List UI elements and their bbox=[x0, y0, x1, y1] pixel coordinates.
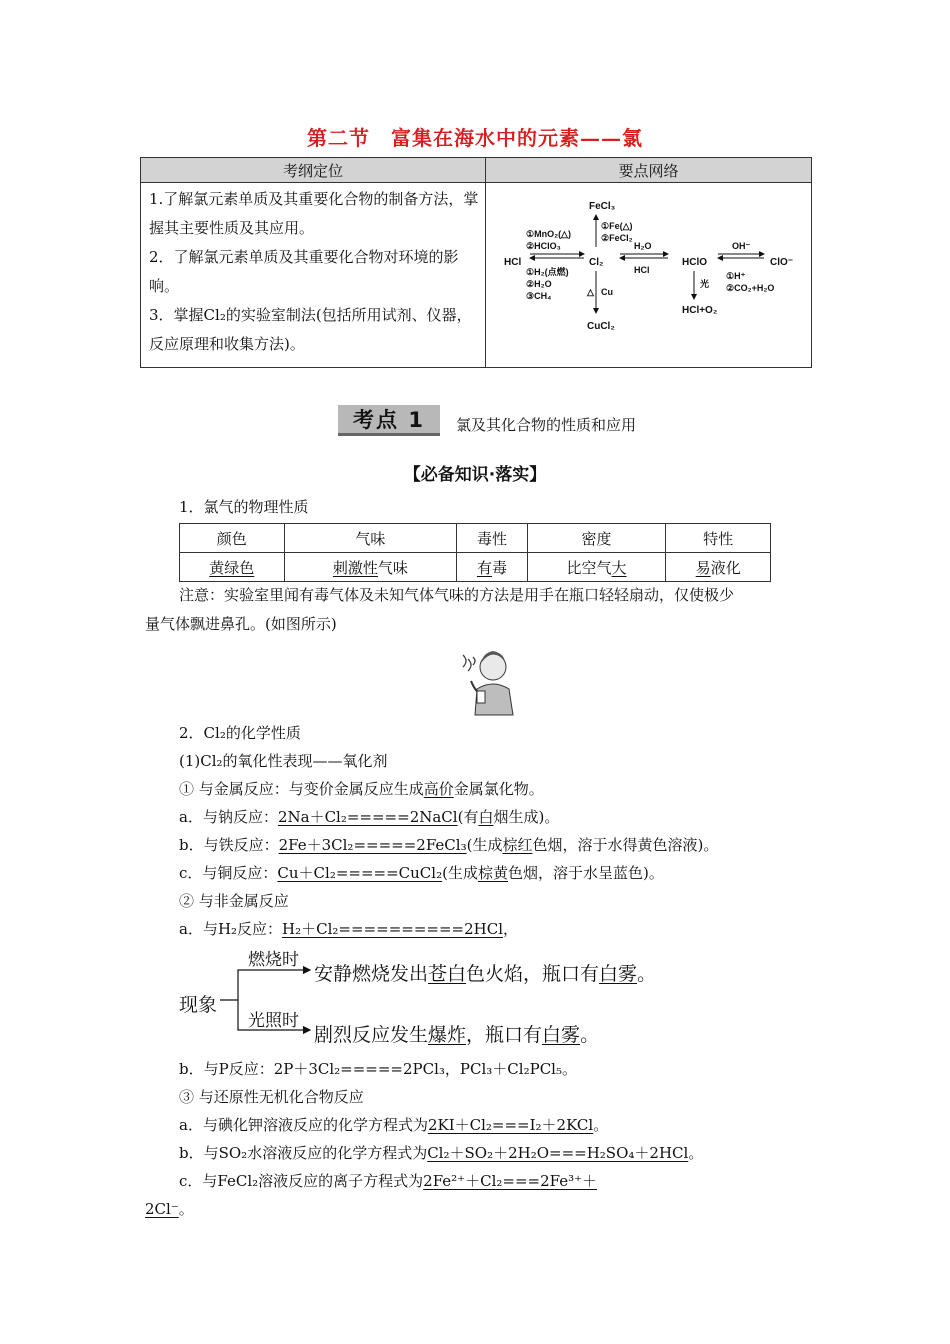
phys-color-cell bbox=[180, 553, 285, 582]
fecl2-reaction-line bbox=[179, 1171, 597, 1191]
iron-reaction-line bbox=[179, 835, 718, 855]
phys-feature-cell bbox=[666, 553, 771, 582]
phys-smell-key: 刺激性 bbox=[332, 558, 378, 577]
cu-cond-left: △ bbox=[587, 287, 594, 297]
so2-label: b．与SO₂水溶液反应的化学方程式为 bbox=[179, 1144, 428, 1162]
kaodian-badge: 考点 1 bbox=[338, 405, 440, 436]
col-objectives-header: 考纲定位 bbox=[141, 158, 486, 183]
reaction-network-diagram bbox=[486, 183, 811, 351]
h2o-cond: H₂O bbox=[634, 241, 652, 251]
fe-paren: (生成 bbox=[466, 836, 503, 854]
phys-feature-key: 易 bbox=[695, 558, 711, 577]
burn-key-1: 苍白 bbox=[428, 963, 467, 985]
hplus-cond-1: ①H⁺ bbox=[726, 271, 746, 281]
na-equation: 2Na＋Cl₂=====2NaCl bbox=[277, 808, 458, 826]
clo-label: ClO⁻ bbox=[770, 257, 794, 268]
section-heading: 【必备知识·落实】 bbox=[403, 465, 547, 485]
cucl2-label: CuCl₂ bbox=[587, 321, 615, 332]
fecl3-label: FeCl₃ bbox=[589, 201, 616, 212]
cu-equation: Cu＋Cl₂=====CuCl₂ bbox=[277, 864, 443, 882]
metal-text-2: 金属氯化物。 bbox=[453, 780, 544, 798]
cu-label: c．与铜反应： bbox=[179, 864, 278, 882]
fe-equation: 2Fe＋3Cl₂=====2FeCl₃ bbox=[278, 836, 467, 854]
fe-label: b．与铁反应： bbox=[179, 836, 279, 854]
down-cond-3: ③CH₄ bbox=[526, 291, 552, 301]
h2-equation: H₂＋Cl₂==========2HCl bbox=[282, 920, 504, 938]
hcl-o2-label: HCl+O₂ bbox=[682, 305, 718, 316]
nonmetal-heading: ② 与非金属反应 bbox=[179, 892, 289, 910]
light-result bbox=[314, 1020, 599, 1047]
s1-heading: 1．氯气的物理性质 bbox=[179, 498, 309, 516]
cu-paren: (生成 bbox=[442, 864, 478, 882]
hcl-cond: HCl bbox=[634, 265, 650, 275]
down-cond-1: ①H₂(点燃) bbox=[526, 267, 569, 277]
kaodian-title: 氯及其化合物的性质和应用 bbox=[456, 416, 637, 434]
fe-cond-2: ②FeCl₂ bbox=[601, 233, 633, 243]
fe-cond-1: ①Fe(△) bbox=[601, 221, 633, 231]
objective-3: 3．掌握Cl₂的实验室制法(包括所用试剂、仪器，反应原理和收集方法)。 bbox=[149, 306, 472, 353]
phys-toxic-cell bbox=[457, 553, 527, 582]
ki-equation: 2KI＋Cl₂===I₂＋2KCl bbox=[427, 1116, 594, 1134]
page-title: 第二节 富集在海水中的元素——氯 bbox=[307, 126, 643, 150]
fe-rest: 色烟，溶于水得黄色溶液)。 bbox=[532, 836, 719, 854]
cu-rest: 色烟，溶于水呈蓝色)。 bbox=[507, 864, 664, 882]
phys-toxic-rest: 毒 bbox=[491, 558, 507, 577]
burn-text-3: 。 bbox=[637, 963, 657, 985]
s2-heading: 2．Cl₂的化学性质 bbox=[179, 724, 301, 742]
copper-reaction-line bbox=[179, 863, 664, 883]
hydrogen-reaction-line bbox=[179, 919, 518, 939]
sodium-reaction-line bbox=[179, 807, 559, 827]
fecl2-reaction-cont bbox=[145, 1199, 194, 1219]
phys-smell-cell bbox=[284, 553, 457, 582]
light-text-1: 剧烈反应发生 bbox=[314, 1024, 429, 1046]
light-text-3: 。 bbox=[580, 1024, 600, 1046]
hcl-label: HCl bbox=[504, 257, 522, 268]
fecl2-equation: 2Fe²⁺＋Cl₂===2Fe³⁺＋ bbox=[423, 1172, 598, 1190]
phys-toxic-key: 有 bbox=[476, 558, 492, 577]
phosphorus-reaction-line: b．与P反应：2P＋3Cl₂=====2PCl₃，PCl₃＋Cl₂PCl₅。 bbox=[179, 1060, 577, 1078]
light-key-2: 白雾 bbox=[542, 1024, 581, 1046]
fecl2-equation-end: 2Cl⁻ bbox=[145, 1200, 179, 1218]
na-label: a．与钠反应： bbox=[179, 808, 278, 826]
h2-comma: ， bbox=[503, 920, 519, 938]
phys-smell-rest: 气味 bbox=[377, 558, 408, 577]
up-cond-1: ①MnO₂(△) bbox=[526, 229, 571, 239]
metal-reaction-line bbox=[179, 779, 544, 799]
fe-key: 棕红 bbox=[502, 836, 533, 854]
cu-key: 棕黄 bbox=[477, 864, 508, 882]
objectives-cell bbox=[141, 183, 486, 368]
hplus-cond-2: ②CO₂+H₂O bbox=[726, 283, 775, 293]
phys-color: 黄绿色 bbox=[209, 558, 255, 577]
cu-cond-right: Cu bbox=[601, 287, 613, 297]
hclo-label: HClO bbox=[682, 257, 707, 268]
physical-properties-table bbox=[179, 523, 771, 582]
metal-key: 高价 bbox=[423, 780, 454, 798]
h2-label: a．与H₂反应： bbox=[179, 920, 283, 938]
phys-density-cell bbox=[527, 553, 666, 582]
up-cond-2: ②HClO₃ bbox=[526, 241, 561, 251]
phenomenon-label: 现象 bbox=[179, 994, 218, 1016]
oh-cond: OH⁻ bbox=[732, 241, 751, 251]
s2-1-heading: (1)Cl₂的氧化性表现——氧化剂 bbox=[179, 752, 388, 770]
light-cond: 光 bbox=[700, 279, 710, 289]
so2-equation: Cl₂＋SO₂＋2H₂O===H₂SO₄＋2HCl bbox=[427, 1144, 689, 1162]
light-text-2: ，瓶口有 bbox=[466, 1024, 543, 1046]
na-paren: (有 bbox=[457, 808, 479, 826]
ki-label: a．与碘化钾溶液反应的化学方程式为 bbox=[179, 1116, 428, 1134]
metal-text-1: ① 与金属反应：与变价金属反应生成 bbox=[179, 780, 424, 798]
burn-text-1: 安静燃烧发出 bbox=[314, 963, 429, 985]
na-key: 白 bbox=[478, 808, 494, 826]
light-key-1: 爆炸 bbox=[428, 1024, 467, 1046]
reducing-heading: ③ 与还原性无机化合物反应 bbox=[179, 1088, 364, 1106]
na-rest: 烟生成)。 bbox=[493, 808, 560, 826]
phys-density-pre: 比空气 bbox=[566, 558, 612, 577]
network-cell bbox=[486, 183, 812, 368]
note-line-1: 注意：实验室里闻有毒气体及未知气体气味的方法是用手在瓶口轻轻扇动，仅使极少 bbox=[179, 586, 735, 604]
phys-header-toxicity: 毒性 bbox=[457, 524, 527, 553]
objective-1: 1.了解氯元素单质及其重要化合物的制备方法，掌握其主要性质及其应用。 bbox=[149, 190, 479, 237]
burn-result bbox=[314, 959, 656, 986]
col-network-header: 要点网络 bbox=[486, 158, 812, 183]
light-label: 光照时 bbox=[248, 1011, 299, 1031]
so2-end: 。 bbox=[688, 1144, 704, 1162]
phys-header-density: 密度 bbox=[527, 524, 666, 553]
header-table bbox=[140, 157, 812, 368]
phys-header-smell: 气味 bbox=[284, 524, 457, 553]
fecl2-label: c．与FeCl₂溶液反应的离子方程式为 bbox=[179, 1172, 424, 1190]
ki-end: 。 bbox=[593, 1116, 609, 1134]
phys-header-feature: 特性 bbox=[666, 524, 771, 553]
cl2-label: Cl₂ bbox=[589, 257, 604, 268]
objective-2: 2．了解氯元素单质及其重要化合物对环境的影响。 bbox=[149, 248, 459, 295]
so2-reaction-line bbox=[179, 1143, 703, 1163]
smelling-gas-illustration bbox=[455, 645, 521, 717]
phys-feature-rest: 液化 bbox=[710, 558, 741, 577]
note-line-2: 量气体飘进鼻孔。(如图所示) bbox=[145, 615, 337, 633]
burn-label: 燃烧时 bbox=[248, 950, 299, 970]
down-cond-2: ②H₂O bbox=[526, 279, 552, 289]
burn-key-2: 白雾 bbox=[599, 963, 638, 985]
burn-text-2: 色火焰，瓶口有 bbox=[466, 963, 600, 985]
ki-reaction-line bbox=[179, 1115, 608, 1135]
fecl2-end: 。 bbox=[178, 1200, 194, 1218]
phys-header-color: 颜色 bbox=[180, 524, 285, 553]
phys-density-key: 大 bbox=[611, 558, 627, 577]
